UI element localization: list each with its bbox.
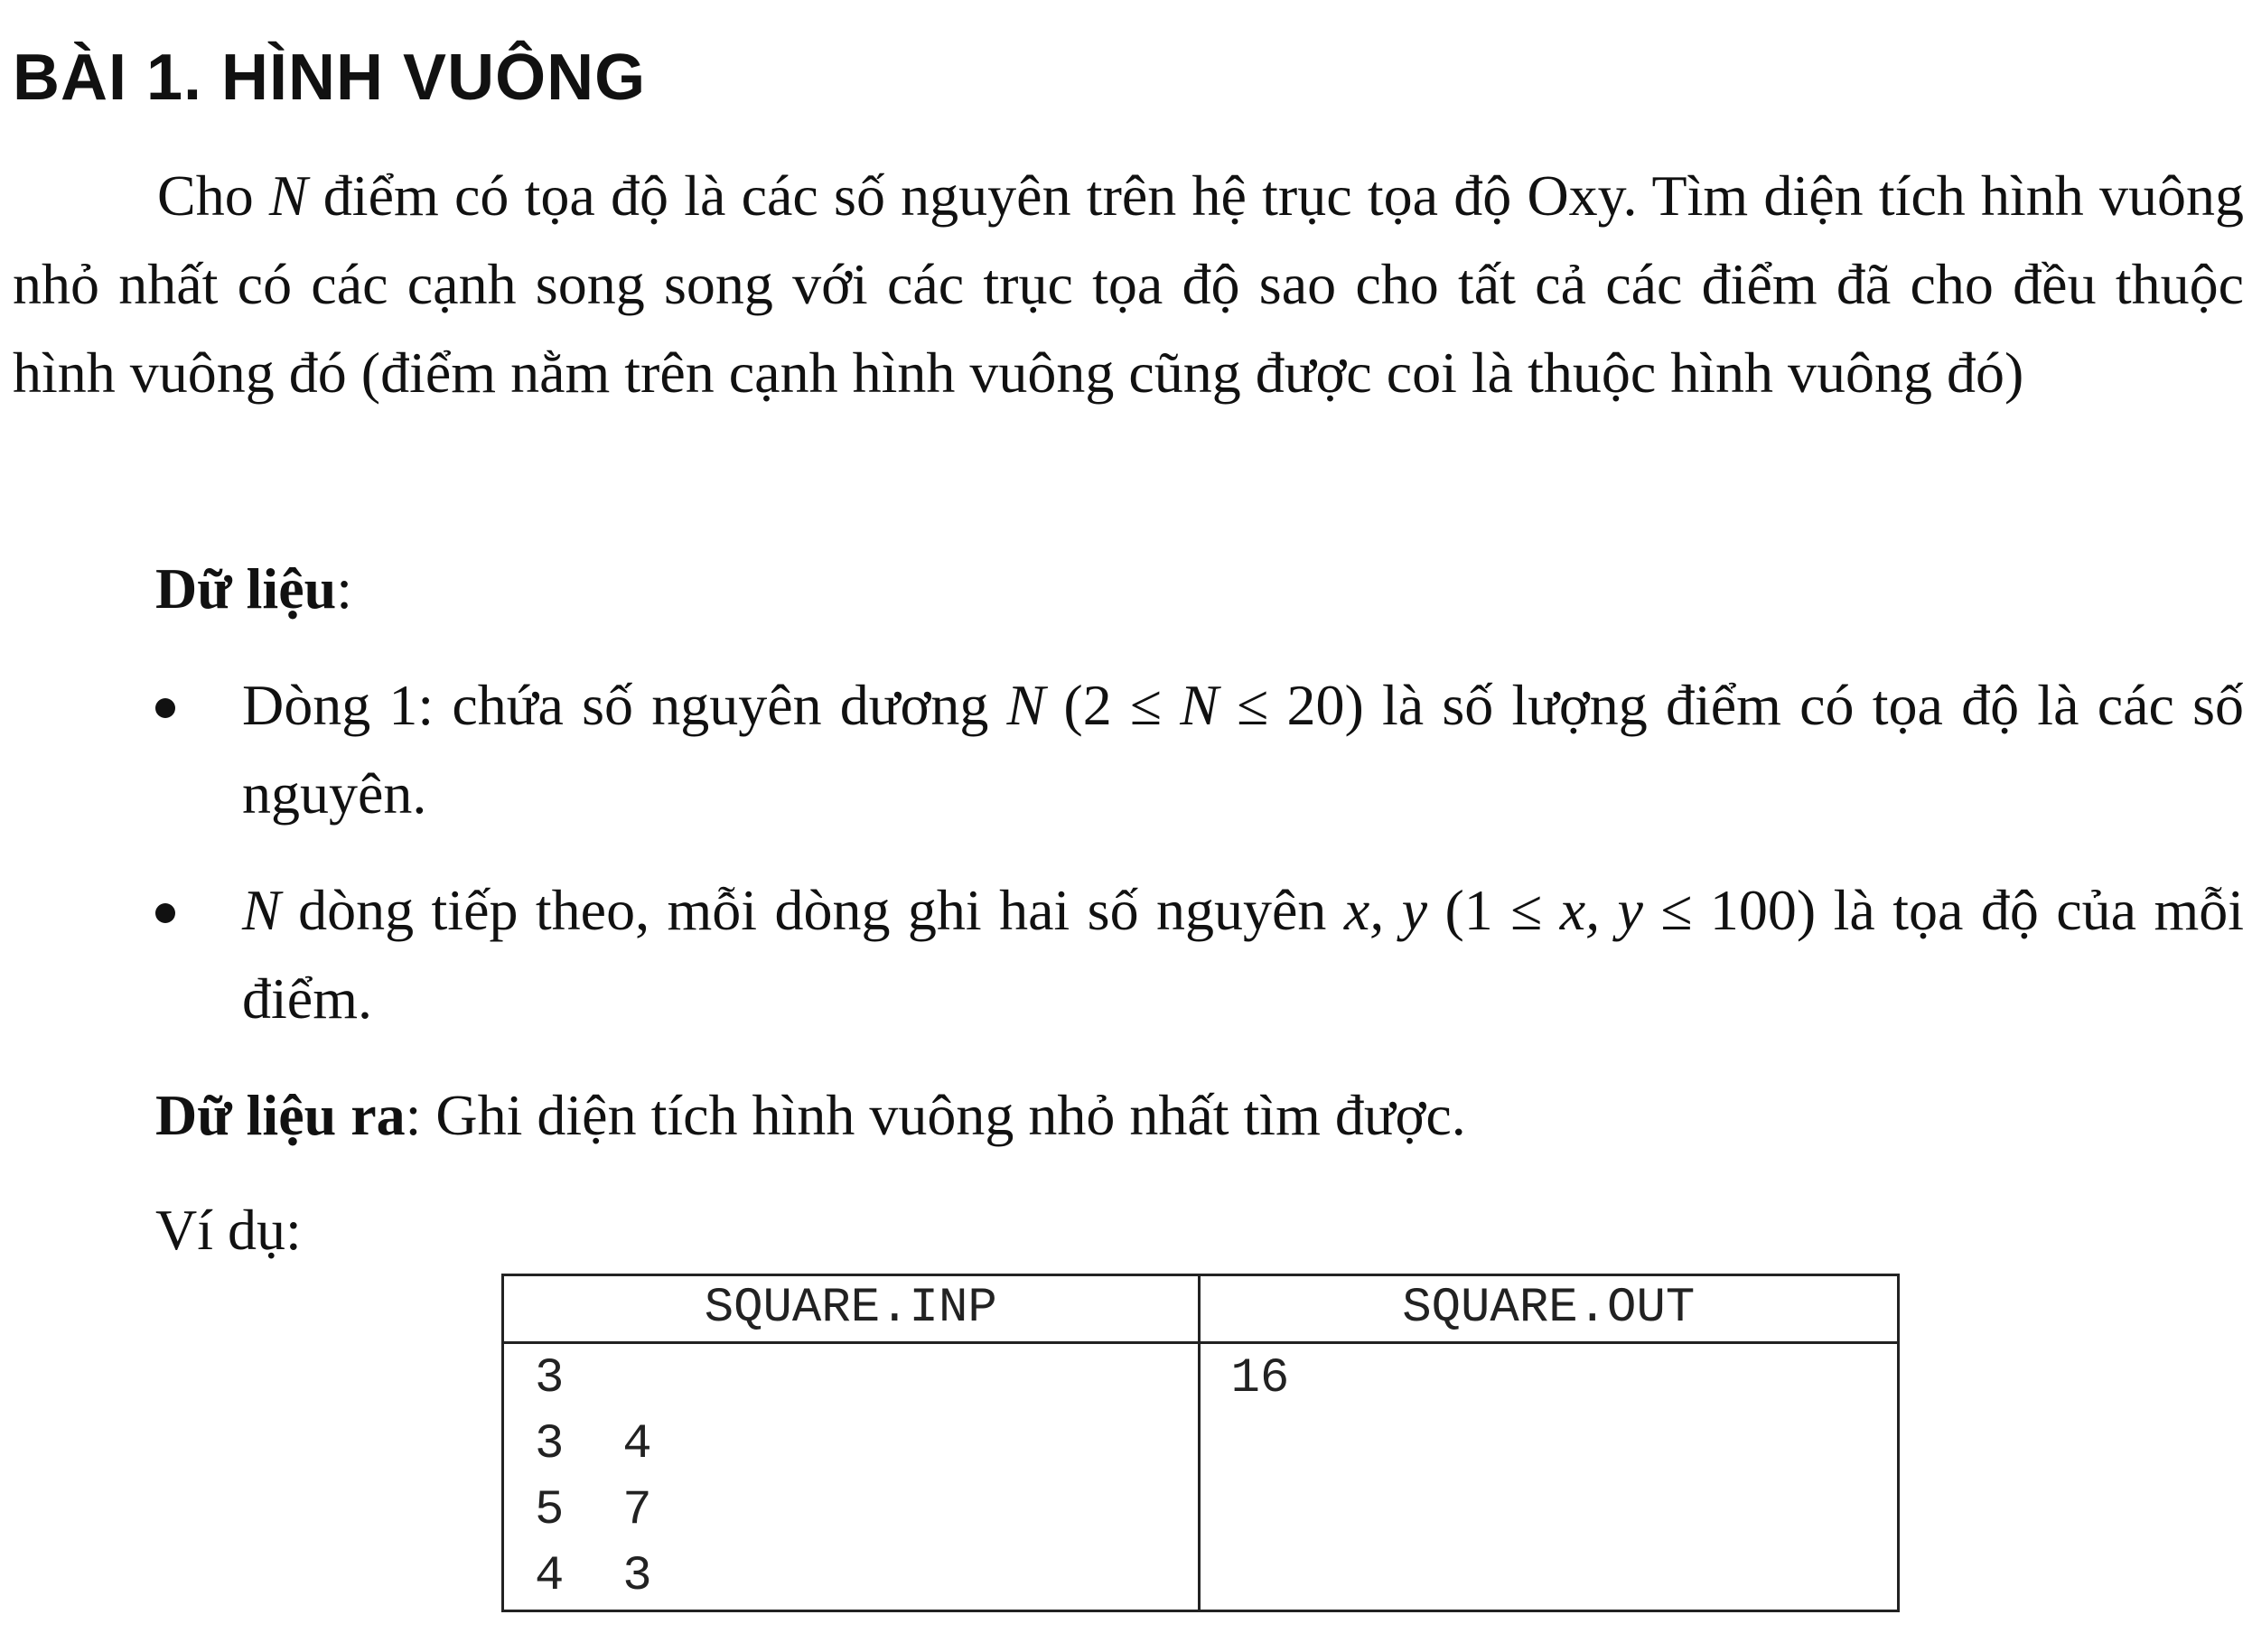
bullet-2-var-2: x, y [1343, 878, 1428, 942]
output-section-label: Dữ liệu ra [155, 1083, 406, 1147]
output-section-heading [155, 1071, 1466, 1160]
example-data-row [503, 1343, 1899, 1611]
statement-text-1: Cho [157, 163, 269, 228]
output-file-content [1199, 1343, 1899, 1611]
input-line: 3 4 [535, 1417, 652, 1472]
input-line: 4 3 [535, 1549, 652, 1604]
bullet-1-text-2: (2 ≤ [1045, 673, 1181, 737]
bullet-item-2 [242, 866, 2244, 1043]
input-section-colon: : [336, 556, 352, 621]
bullet-2-text-3: ≤ 100) là tọa độ của mỗi điểm. [242, 878, 2245, 1031]
input-line: 3 [535, 1351, 565, 1406]
example-label: Ví dụ: [155, 1198, 302, 1262]
input-file-header: SQUARE.INP [503, 1275, 1200, 1343]
bullet-item-1 [242, 661, 2244, 838]
bullet-dot-2 [155, 903, 175, 923]
input-section-label: Dữ liệu [155, 556, 337, 621]
bullet-2-text-1: dòng tiếp theo, mỗi dòng ghi hai số nguyên [280, 878, 1344, 942]
bullet-1-text-3: ≤ 20) là số lượng điểm có tọa độ là các số nguyên. [242, 673, 2245, 826]
bullet-1-var-2: N [1180, 673, 1219, 737]
bullet-1-text-1: Dòng 1: chứa số nguyên dương [242, 673, 1007, 737]
statement-text-2: điểm có tọa độ là các số nguyên trên hệ trục tọa độ Oxy. Tìm diện tích hình vuông nhỏ nhất có các cạnh song song với các trục tọa độ sao cho tất cả các điểm đã cho đều thuộc hình vuông đó (điểm nằm trên cạnh hình vuông cũng được coi là thuộc hình vuông đó) [13, 163, 2245, 405]
problem-title: BÀI 1. HÌNH VUÔNG [13, 42, 647, 114]
example-header-row [503, 1275, 1899, 1343]
input-file-content [503, 1343, 1200, 1611]
output-file-header: SQUARE.OUT [1199, 1275, 1899, 1343]
bullet-dot-1 [155, 698, 175, 718]
variable-n: N [268, 163, 308, 228]
bullet-2-text-2: (1 ≤ [1427, 878, 1560, 942]
input-line: 5 7 [535, 1483, 652, 1538]
output-section-text: : Ghi diện tích hình vuông nhỏ nhất tìm được. [405, 1083, 1466, 1147]
input-section-heading [155, 545, 352, 633]
problem-statement [13, 152, 2244, 417]
bullet-2-var-1: N [242, 878, 281, 942]
bullet-1-var-1: N [1006, 673, 1046, 737]
bullet-2-var-3: x, y [1559, 878, 1643, 942]
example-table [501, 1274, 1900, 1612]
output-line: 16 [1230, 1351, 1290, 1406]
